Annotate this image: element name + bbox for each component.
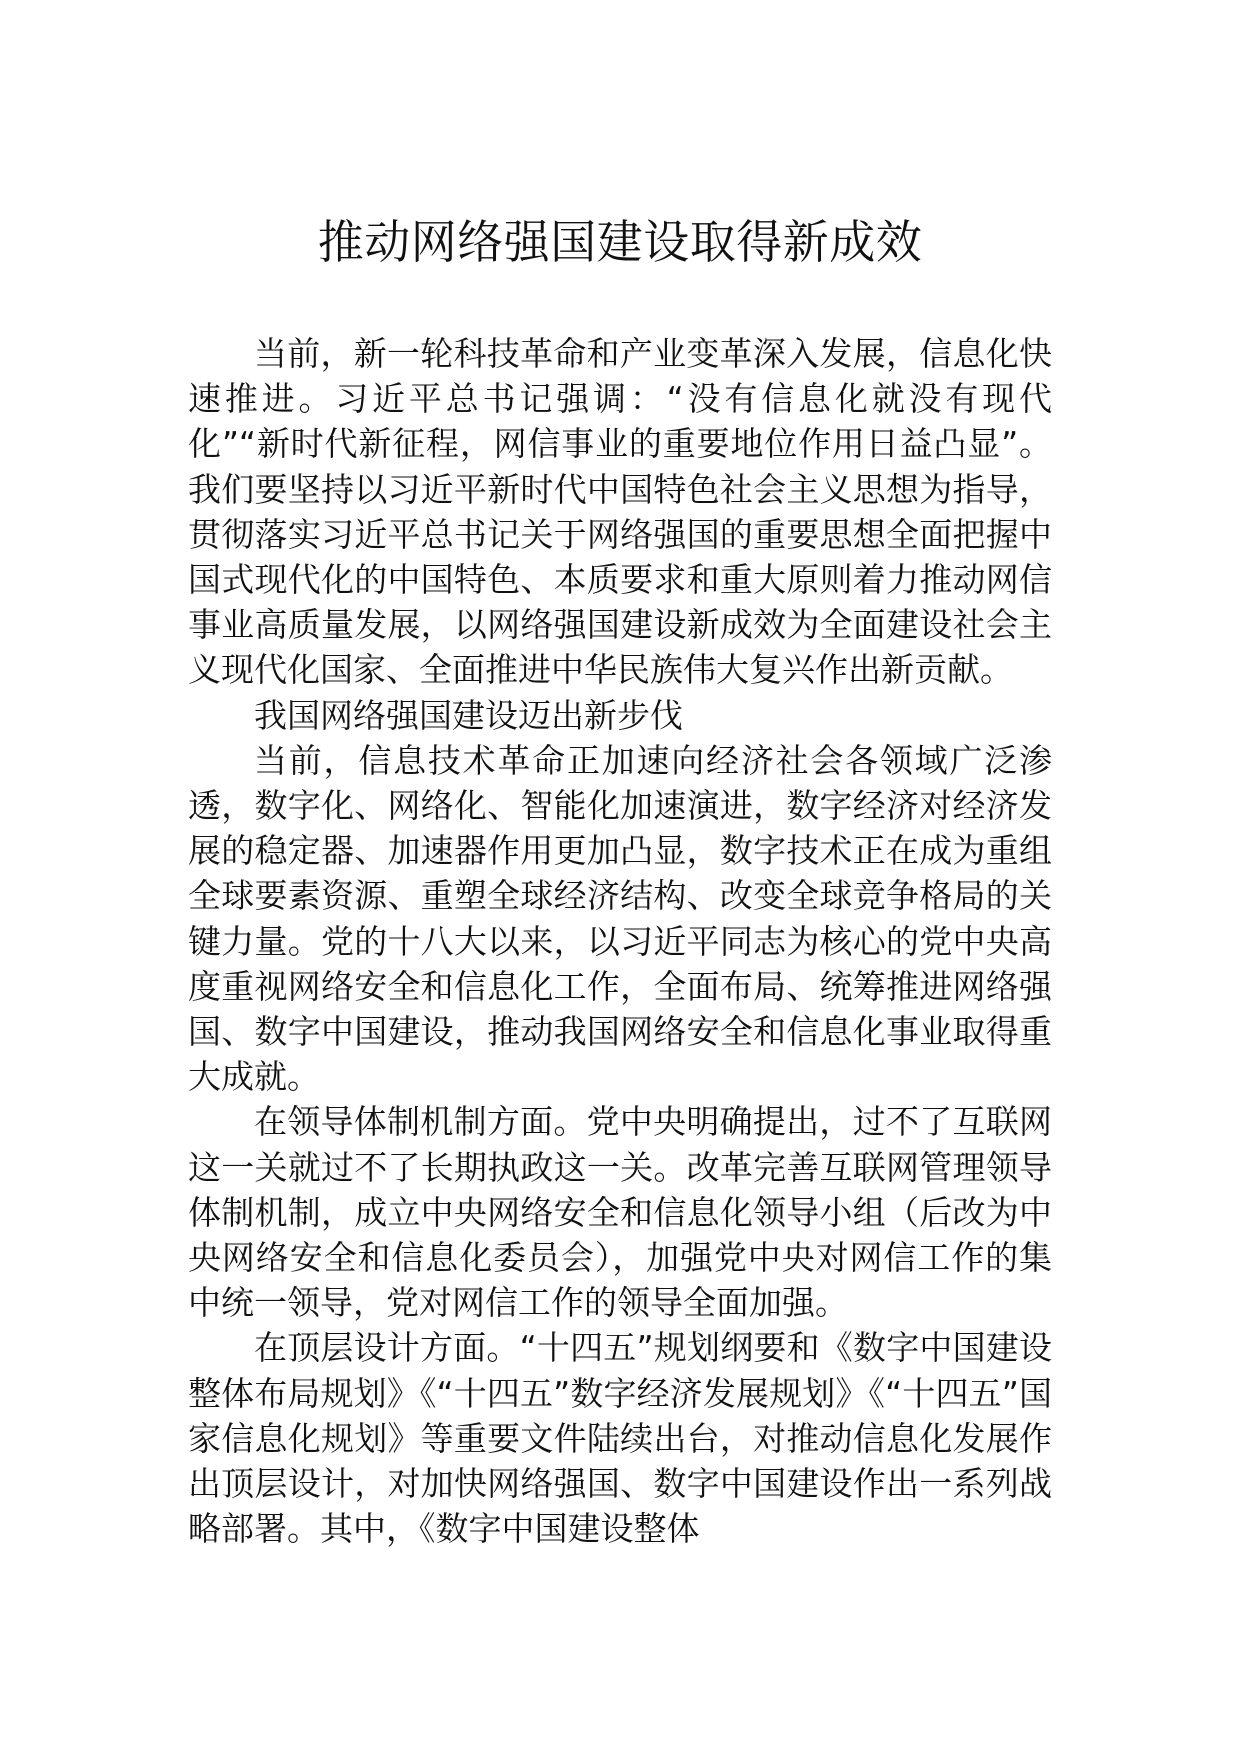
section-heading: 我国网络强国建设迈出新步伐: [254, 695, 683, 735]
document-body: [188, 331, 1052, 1551]
document-title: 推动网络强国建设取得新成效: [317, 215, 923, 269]
body-paragraph-intro: 当前，新一轮科技革命和产业变革深入发展，信息化快速推进。习近平总书记强调：“没有信息化就没有现代化”“新时代新征程，网信事业的重要地位作用日益凸显”。我们要坚持以习近平新时代中国特色社会主义思想为指导，贯彻落实习近平总书记关于网络强国的重要思想全面把握中国式现代化的中国特色、本质要求和重大原则着力推动网信事业高质量发展，以网络强国建设新成效为全面建设社会主义现代化国家、全面推进中华民族伟大复兴作出新贡献。: [188, 334, 1052, 690]
body-paragraph-progress: 当前，信息技术革命正加速向经济社会各领域广泛渗透，数字化、网络化、智能化加速演进，数字经济对经济发展的稳定器、加速器作用更加凸显，数字技术正在成为重组全球要素资源、重塑全球经济结构、改变全球竞争格局的关键力量。党的十八大以来，以习近平同志为核心的党中央高度重视网络安全和信息化工作，全面布局、统筹推进网络强国、数字中国建设，推动我国网络安全和信息化事业取得重大成就。: [188, 740, 1052, 1097]
body-paragraph-top-level-design: 在顶层设计方面。“十四五”规划纲要和《数字中国建设整体布局规划》《“十四五”数字经济发展规划》《“十四五”国家信息化规划》等重要文件陆续出台，对推动信息化发展作出顶层设计，对加快网络强国、数字中国建设作出一系列战略部署。其中，《数字中国建设整体: [188, 1328, 1052, 1549]
body-paragraph-leadership: 在领导体制机制方面。党中央明确提出，过不了互联网这一关就过不了长期执政这一关。改革完善互联网管理领导体制机制，成立中央网络安全和信息化领导小组（后改为中央网络安全和信息化委员会），加强党中央对网信工作的集中统一领导，党对网信工作的领导全面加强。: [188, 1102, 1052, 1323]
